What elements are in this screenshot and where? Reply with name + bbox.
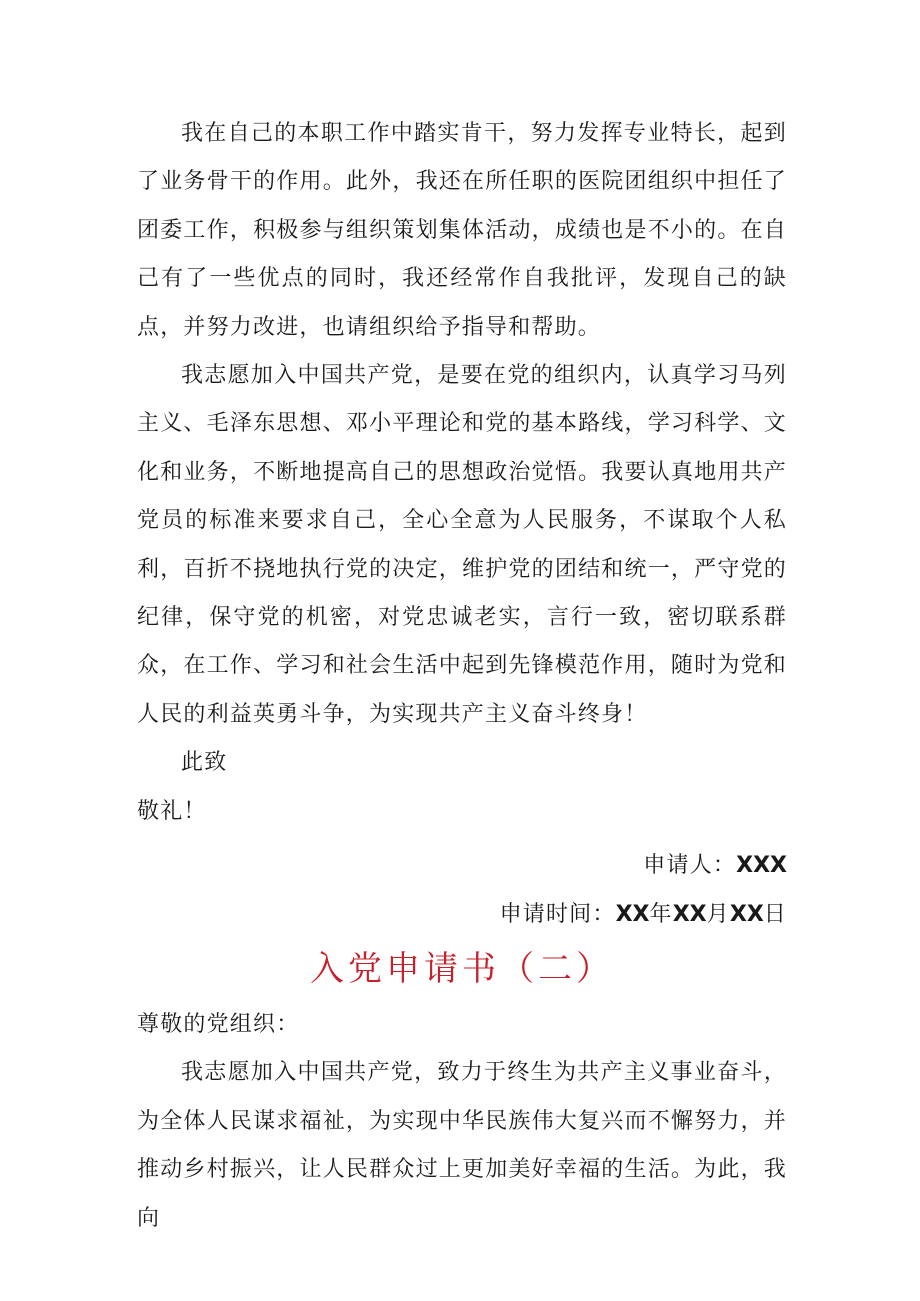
paragraph-pledge: 我志愿加入中国共产党，是要在党的组织内，认真学习马列主义、毛泽东思想、邓小平理论和党的基本路线，学习科学、文化和业务，不断地提高自己的思想政治觉悟。我要认真地用共产党员的标准来要求自己，全心全意为人民服务，不谋取个人私利，百折不挠地执行党的决定，维护党的团结和统一，严守党的纪律，保守党的机密，对党忠诚老实，言行一致，密切联系群众，在工作、学习和社会生活中起到先锋模范作用，随时为党和人民的利益英勇斗争，为实现共产主义奋斗终身！: [137, 363, 787, 727]
date-year: XX: [615, 901, 650, 927]
applicant-label: 申请人：: [643, 853, 737, 879]
date-line: [137, 891, 787, 939]
date-label: 申请时间：: [499, 901, 616, 927]
date-day: XX: [729, 901, 764, 927]
date-month: XX: [672, 901, 707, 927]
document-page: [137, 110, 787, 1243]
salutation: 尊敬的党组织：: [137, 1011, 300, 1037]
paragraph-intro: 我志愿加入中国共产党，致力于终生为共产主义事业奋斗，为全体人民谋求福祉，为实现中华民族伟大复兴而不懈努力，并推动乡村振兴，让人民群众过上更加美好幸福的生活。为此，我向: [137, 1060, 787, 1231]
date-month-unit: 月: [706, 901, 730, 927]
date-day-unit: 日: [763, 901, 787, 927]
date-year-unit: 年: [649, 901, 673, 927]
paragraph-work: 我在自己的本职工作中踏实肯干，努力发挥专业特长，起到了业务骨干的作用。此外，我还在所任职的医院团组织中担任了团委工作，积极参与组织策划集体活动，成绩也是不小的。在自己有了一些优点的同时，我还经常作自我批评，发现自己的缺点，并努力改进，也请组织给予指导和帮助。: [137, 121, 787, 340]
closing-jingli: 敬礼！: [137, 798, 207, 824]
applicant-value: XXX: [736, 853, 787, 879]
section-title: 入党申请书（二）: [310, 948, 614, 989]
applicant-line: [137, 842, 787, 890]
closing-cizhi: 此致: [181, 750, 228, 776]
